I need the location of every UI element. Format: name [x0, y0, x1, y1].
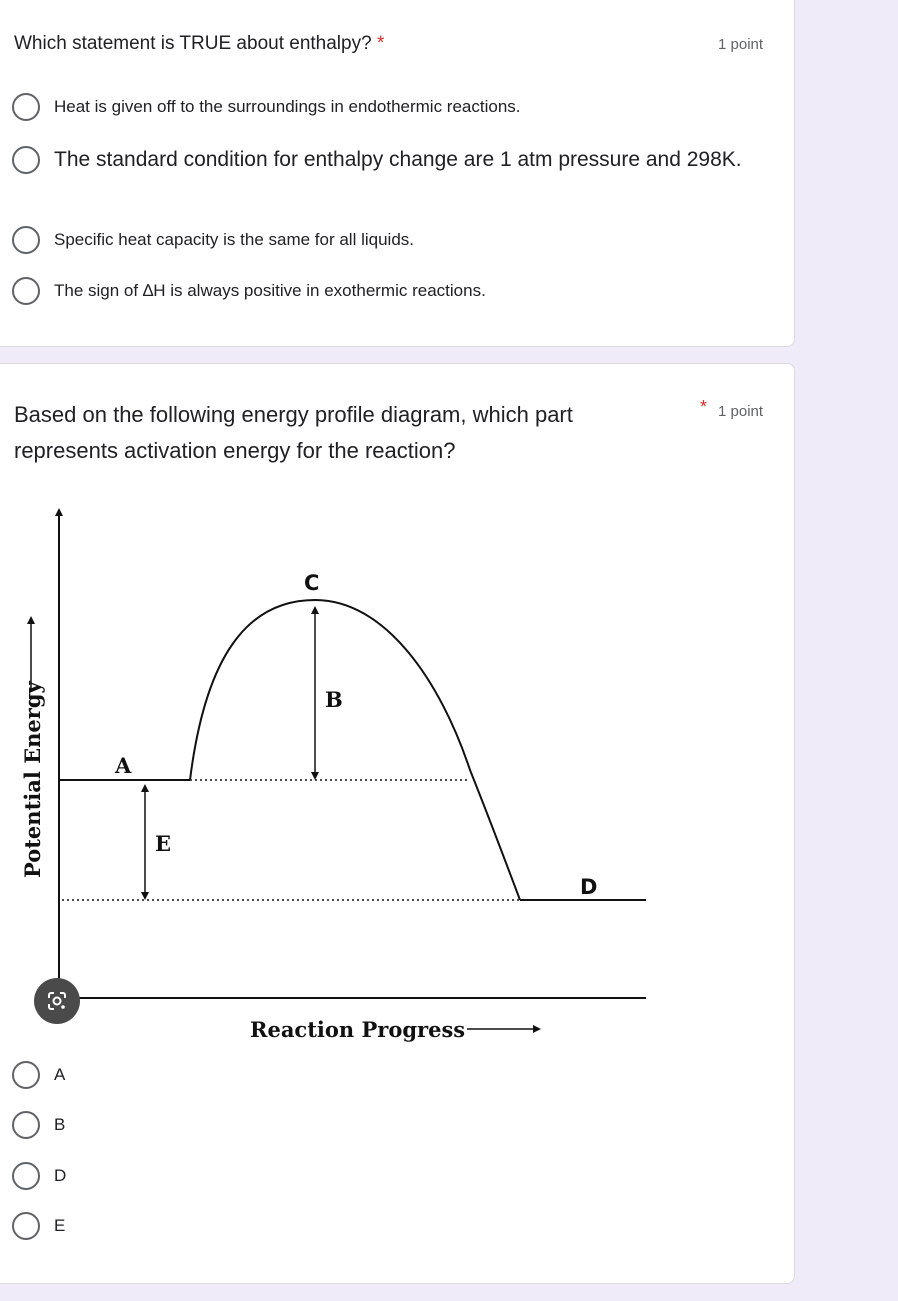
option-label: D: [54, 1166, 67, 1185]
option-standard-conditions[interactable]: [12, 145, 754, 174]
points-label: 1 point: [718, 36, 764, 53]
required-asterisk: *: [376, 33, 385, 54]
option-label: The standard condition for enthalpy change are 1 atm pressure and 298K.: [54, 148, 742, 171]
radio-button[interactable]: [12, 277, 40, 305]
x-axis-label: Reaction Progress: [250, 1017, 466, 1042]
label-e: E: [155, 831, 172, 856]
option-label: E: [54, 1216, 66, 1235]
option-specific-heat[interactable]: [12, 226, 414, 254]
option-d[interactable]: [12, 1162, 66, 1190]
option-delta-h-sign[interactable]: [12, 277, 486, 305]
required-asterisk: *: [700, 397, 708, 417]
label-c: C: [304, 571, 320, 595]
google-lens-icon: [45, 989, 69, 1013]
radio-button[interactable]: [12, 1212, 40, 1240]
option-endothermic[interactable]: [12, 93, 521, 121]
option-b[interactable]: [12, 1111, 65, 1139]
radio-button[interactable]: [12, 93, 40, 121]
radio-button[interactable]: [12, 146, 40, 174]
radio-button[interactable]: [12, 1162, 40, 1190]
option-label: The sign of ∆H is always positive in exothermic reactions.: [54, 281, 486, 300]
label-a: A: [115, 753, 132, 778]
question-title: Which statement is TRUE about enthalpy? *: [14, 33, 385, 54]
option-label: A: [54, 1065, 66, 1084]
question-title: Based on the following energy profile diagram, which part represents activation energy for the reaction?: [14, 402, 573, 463]
option-e[interactable]: [12, 1212, 65, 1240]
question-card-enthalpy: [0, 0, 795, 347]
google-lens-button[interactable]: [34, 978, 80, 1024]
y-axis-label: Potential Energy: [20, 681, 45, 878]
label-d: D: [580, 875, 598, 899]
radio-button[interactable]: [12, 1061, 40, 1089]
label-b: B: [325, 687, 343, 712]
radio-button[interactable]: [12, 226, 40, 254]
radio-button[interactable]: [12, 1111, 40, 1139]
option-label: Specific heat capacity is the same for all liquids.: [54, 230, 415, 249]
option-a[interactable]: [12, 1061, 65, 1089]
option-label: B: [54, 1115, 66, 1134]
energy-profile-diagram: [0, 500, 660, 1050]
points-label: 1 point: [718, 403, 764, 420]
option-label: Heat is given off to the surroundings in endothermic reactions.: [54, 97, 521, 116]
energy-curve: [190, 600, 520, 900]
